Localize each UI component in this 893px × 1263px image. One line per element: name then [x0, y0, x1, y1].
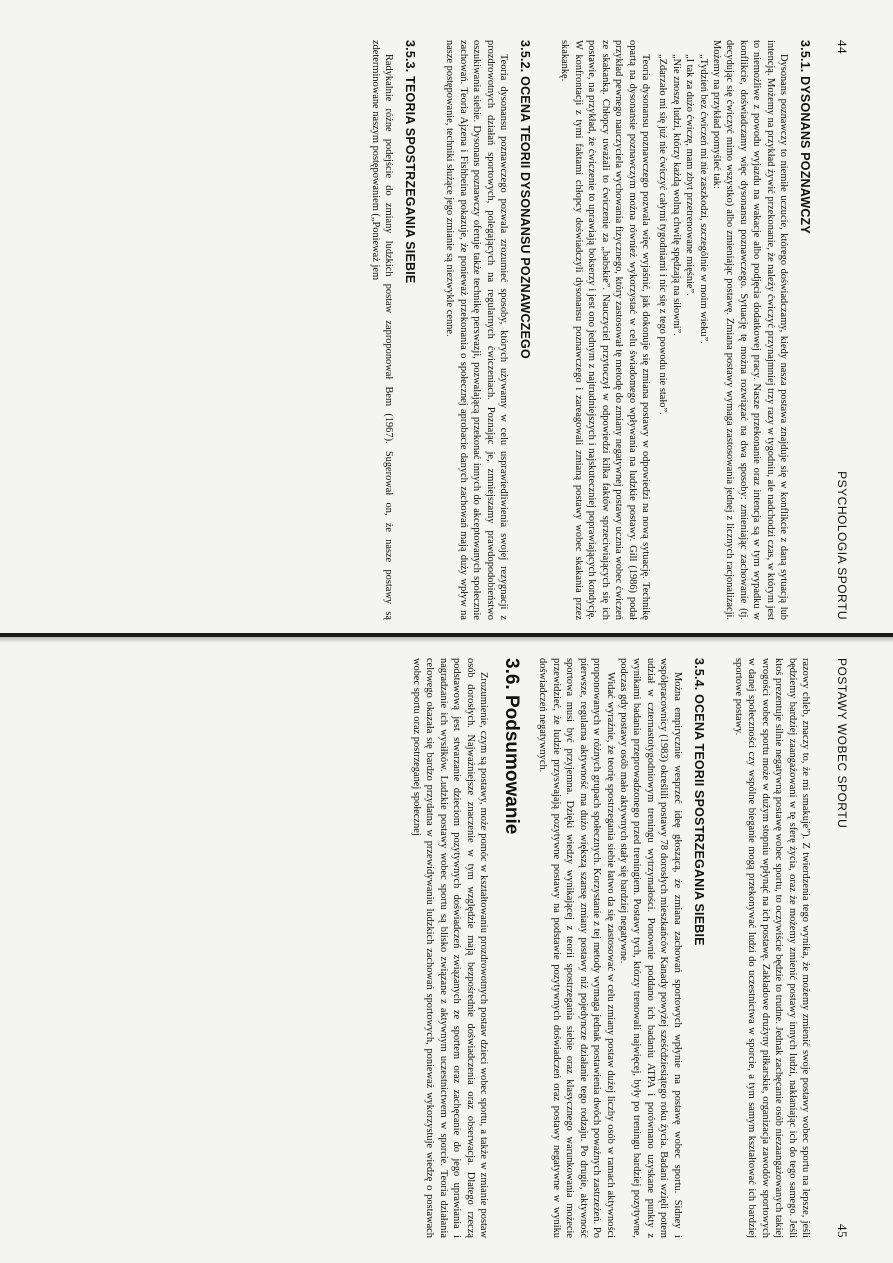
paragraph: Można empirycznie wesprzeć ideę głoszącą, że zmiana zachowań sportowych wpłynie na postawę wobec sportu. Sidney i współpracownicy (1983) określili postawy 78 dorosłych mieszkańców Kanady powyżej sześćdziesiątego roku życia. Badani wzięli potem udział w czternastotygodniowym treningu wytrzymałości. Ponownie poddano ich badaniu ATPA i porównano uzyskane punkty z wynikami badania przeprowadzonego przed treningiem. Postawy tych, którzy trenowali najwięcej, były po treningu bardziej pozytywne, podczas gdy postawy osób mało aktywnych stały się bardziej negatywne. — [617, 658, 683, 1238]
section-heading-3-5-1: 3.5.1. DYSONANS POZNAWCZY — [798, 40, 812, 234]
spine-shadow — [0, 637, 893, 643]
quote-item: „I tak za dużo ćwiczę, mam zbyt przetrenowane mięśnie”. — [684, 54, 696, 296]
paragraph: Teoria dysonansu poznawczego pozwala więc wyjaśnić, jak dokonuje się zmiana postawy w odpowiedzi na nową sytuację. Technikę opartą na dysonansie poznawczym można również wykorzystać w celu świadomego wpływania na ludzkie postawy. Gill (1986) podał przykład pewnego nauczyciela wychowania fizycznego, który zastosował tę metodę do zmiany negatywnej postawy ucznia wobec ćwiczeń ze skakanką. Chłopcy uważali to ćwiczenie za „babskie”. Nauczyciel przytoczył w odpowiedzi kilka faktów sprzeciwiających się ich postawie, na przykład, że ćwiczenie to uprawiają bokserzy i jest ono jednym z najtrudniejszych i najskuteczniej poprawiających kondycję. W konfrontacji z tymi faktami chłopcy doświadczyli dysonansu poznawczego i zareagowali zmianą postawy wobec skakania przez skakankę. — [559, 40, 651, 620]
quote-list — [656, 54, 710, 620]
quote-item: „Nie znoszę ludzi, którzy każdą wolną chwilę spędzają na siłowni”. — [670, 54, 682, 336]
page-number: 45 — [835, 1224, 850, 1238]
section-heading-3-6: 3.6. Podsumowanie — [501, 658, 523, 835]
paragraph: Dysonans poznawczy to niemiłe uczucie, którego doświadczamy, kiedy nasza postawa znajduje się w konflikcie z daną sytuacją lub intencją. Możemy na przykład żywić przekonanie, że należy ćwiczyć przynajmniej trzy razy w tygodniu, ale nadchodzi czas, w którym jest to niemożliwe z powodu wyjazdu na wakacje albo podjęcia dodatkowej pracy. Nasze przekonanie oraz intencja są w tym wypadku w konflikcie, doświadczamy więc dysonansu poznawczego. Sytuację tę można rozwiązać na dwa sposoby: zmieniając zachowanie (tj. decydując się ćwiczyć mimo wszystko) albo zmieniając postawę. Zmiana postawy wymaga zastosowania jednej z licznych racjonalizacji. Możemy na przykład pomyśleć tak: — [710, 40, 789, 620]
running-head-title: POSTAWY WOBEC SPORTU — [835, 658, 849, 829]
section-heading-3-5-3: 3.5.3. TEORIA SPOSTRZEGANIA SIEBIE — [403, 40, 418, 284]
paragraph: razowy chleb, znaczy to, że mi smakuje”). Z twierdzenia tego wynika, że możemy zmienić swoje postawy wobec sportu na lepsze, jeśli będziemy bardziej zaangażowani w tę sferę życia, oraz że możemy zmienić postawy innych ludzi, nakłaniając ich do tego samego. Jeśli ktoś prezentuje silnie negatywną postawę wobec sportu, to oczywiście będzie to trudne. Jednak zachęcanie osób niezaangażowanych takiej wrogości wobec sportu może w dużym stopniu wpłynąć na ich postawę. Zakładowe drużyny piłkarskie, organizacja zawodów sportowych w danej społeczności czy wspólne bieganie mogą przekonywać ludzi do uczestnictwa w sporcie, a tym samym kształtować ich bardziej sportowe postawy. — [732, 658, 811, 1238]
section-heading-3-5-4: 3.5.4. OCENA TEORII SPOSTRZEGANIA SIEBIE — [691, 658, 706, 946]
quote-item: „Tydzień bez ćwiczeń mi nie zaszkodzi, szczególnie w moim wieku”. — [697, 54, 709, 344]
running-header — [828, 40, 850, 620]
paragraph: Widać wyraźnie, że teorię spostrzegania siebie łatwo da się zastosować w celu zmiany postaw dużej liczby osób w ramach aktywności proponowanych w różnych grupach społecznych. Korzystanie z tej metody wymaga jednak postawienia dwóch poważnych zastrzeżeń. Po pierwsze, regularna aktywność ma dużo większą szansę zmiany postawy niż pojedyncze działanie tego rodzaju. Po drugie, aktywność sportowa musi być przyjemna. Dzięki wiedzy wynikającej z teorii spostrzegania siebie oraz klasycznego warunkowania możecie przewidzieć, że ludzie przyswajają pozytywne postawy na podstawie pozytywnych doświadczeń oraz postawy negatywne w wyniku doświadczeń negatywnych. — [537, 658, 616, 1238]
page-45 — [50, 658, 850, 1238]
paragraph: Zrozumienie, czym są postawy, może pomóc w kształtowaniu prozdrowotnych postaw dzieci wobec sportu, a także w zmianie postaw osób dorosłych. Najważniejsze znaczenie w tym względzie mają bezpośrednie doświadczenia oraz obserwacja. Dlatego rzeczą podstawową jest stwarzanie dzieciom pozytywnych doświadczeń związanych ze sportem oraz zachęcanie do jego uprawiania i nagradzanie ich wysiłków. Ludzkie postawy wobec sportu są blisko związane z aktywnym uczestnictwem w sporcie. Teoria działania celowego okazała się bardzo przydatna w przewidywaniu ludzkich zachowań sportowych, ponieważ wykorzystuje wiedzę o postawach wobec sportu oraz postrzeganej społecznej — [411, 658, 490, 1238]
paragraph: Teoria dysonansu poznawczego pozwala zrozumieć sposoby, których używamy w celu usprawiedliwienia swojej rezygnacji z prozdrowotnych działań sportowych, polegających na regularnych ćwiczeniach. Poznając je, zmniejszamy prawdopodobieństwo oszukiwania siebie. Dysonans poznawczy oferuje także technikę perswazji, pozwalającą przekonać innych do akceptowanych społecznie zachowań. Teoria Ajzena i Fishbeina pokazuje, że ponieważ przekonania o społecznej aprobacie danych zachowań mają duży wpływ na nasze postępowanie, techniki służące jego zmianie są niezwykle cenne. — [444, 40, 510, 620]
section-heading-3-5-2: 3.5.2. OCENA TEORII DYSONANSU POZNAWCZEGO — [518, 40, 533, 359]
page-number: 44 — [835, 40, 850, 54]
quote-item: „Zdarzało mi się już nie ćwiczyć całymi tygodniami i nic się z tego powodu nie stało”. — [657, 54, 669, 415]
page-44 — [50, 40, 850, 620]
running-header — [828, 658, 850, 1238]
running-head-title: PSYCHOLOGIA SPORTU — [835, 471, 849, 620]
paragraph: Radykalnie różne podejście do zmiany ludzkich postaw zaproponował Bem (1967). Sugerował on, że nasze postawy są zdeterminowane naszym postępowaniem („Ponieważ jem — [369, 40, 395, 620]
